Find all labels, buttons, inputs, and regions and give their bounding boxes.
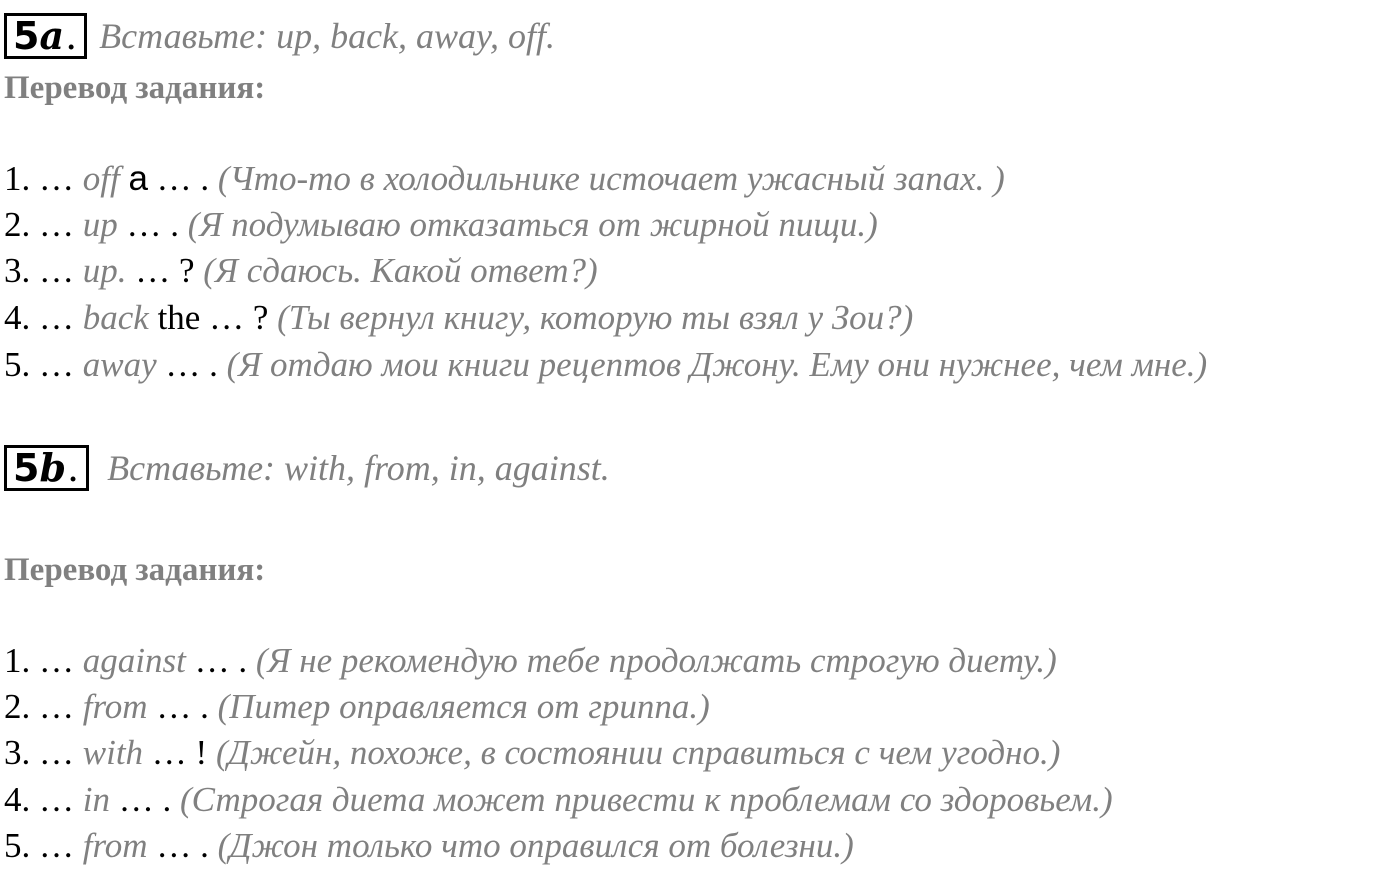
item-blank-end: … ! (151, 733, 208, 772)
item-blank: … (39, 205, 74, 244)
task-5b-header (4, 440, 610, 496)
item-answer: up. (82, 251, 127, 290)
item-number: 4. (4, 780, 31, 819)
task-5b-item-1 (4, 638, 1057, 684)
item-blank-end: … . (118, 780, 172, 819)
item-blank-end: … . (194, 641, 248, 680)
item-blank-end: … ? (135, 251, 195, 290)
task-5a-badge-dot: . (65, 14, 78, 58)
item-number: 3. (4, 251, 31, 290)
item-blank: … (39, 298, 74, 337)
item-translation: (Я не рекомендую тебе продолжать строгую диету.) (255, 641, 1057, 680)
task-5b-translation-label: Перевод задания: (4, 552, 266, 588)
item-translation: (Я подумываю отказаться от жирной пищи.) (187, 205, 878, 244)
item-blank-end: … . (156, 826, 209, 865)
item-translation: (Джон только что оправился от болезни.) (217, 826, 854, 865)
item-translation: (Я сдаюсь. Какой ответ?) (203, 251, 598, 290)
item-blank: … (39, 251, 74, 290)
task-5b-item-4 (4, 777, 1113, 823)
task-5a-item-1 (4, 156, 1005, 202)
item-number: 4. (4, 298, 31, 337)
task-5a-header (4, 8, 555, 64)
item-answer: back (82, 298, 149, 337)
task-5a-badge-letter: a (39, 13, 65, 58)
task-5a-item-2 (4, 202, 878, 248)
item-answer: against (82, 641, 186, 680)
item-blank-end: … . (126, 205, 179, 244)
item-blank: … (39, 780, 74, 819)
item-number: 2. (4, 687, 31, 726)
item-answer: in (82, 780, 110, 819)
item-blank: … (39, 733, 74, 772)
task-5a-translation-label: Перевод задания: (4, 70, 266, 106)
item-number: 5. (4, 826, 31, 865)
item-number: 1. (4, 641, 31, 680)
task-5b-badge (4, 445, 89, 491)
task-5b-badge-dot: . (67, 446, 80, 490)
task-5b-item-3 (4, 730, 1060, 776)
item-answer: from (82, 826, 148, 865)
task-5a-item-4 (4, 295, 913, 341)
item-translation: (Джейн, похоже, в состоянии справиться с чем угодно.) (215, 733, 1061, 772)
task-5b-item-2 (4, 684, 710, 730)
item-blank: … (39, 345, 74, 384)
task-5b-badge-letter: b (39, 445, 67, 490)
task-5a-badge (4, 13, 87, 59)
item-blank: … (39, 826, 74, 865)
item-answer: with (82, 733, 144, 772)
item-translation: (Строгая диета может привести к проблемам со здоровьем.) (179, 780, 1113, 819)
item-translation: (Я отдаю мои книги рецептов Джону. Ему они нужнее, чем мне.) (226, 345, 1208, 384)
item-answer: up (82, 205, 118, 244)
item-word: the (157, 298, 201, 337)
item-blank-end: … . (165, 345, 218, 384)
task-5a-item-3 (4, 248, 598, 294)
item-blank-end: … . (156, 159, 210, 198)
item-blank-end: … . (156, 687, 209, 726)
item-translation: (Что-то в холодильнике источает ужасный запах. ) (217, 159, 1005, 198)
item-blank: … (39, 687, 74, 726)
item-translation: (Питер оправляется от гриппа.) (217, 687, 710, 726)
item-number: 3. (4, 733, 31, 772)
item-blank-end: … ? (209, 298, 269, 337)
item-number: 5. (4, 345, 31, 384)
item-answer: off (82, 159, 120, 198)
item-answer: away (82, 345, 157, 384)
task-5a-instruction: Вставьте: up, back, away, off. (99, 16, 556, 56)
item-blank: … (39, 641, 74, 680)
task-5b-badge-number: 5 (13, 446, 40, 490)
item-answer: from (82, 687, 148, 726)
item-blank: … (39, 159, 74, 198)
task-5a-item-5 (4, 342, 1207, 388)
item-number: 1. (4, 159, 31, 198)
item-number: 2. (4, 205, 31, 244)
task-5b-instruction: Вставьте: with, from, in, against. (107, 448, 610, 488)
item-translation: (Ты вернул книгу, которую ты взял у Зои?) (277, 298, 914, 337)
task-5b-item-5 (4, 823, 854, 869)
item-word: a (128, 159, 148, 198)
task-5a-badge-number: 5 (13, 14, 40, 58)
